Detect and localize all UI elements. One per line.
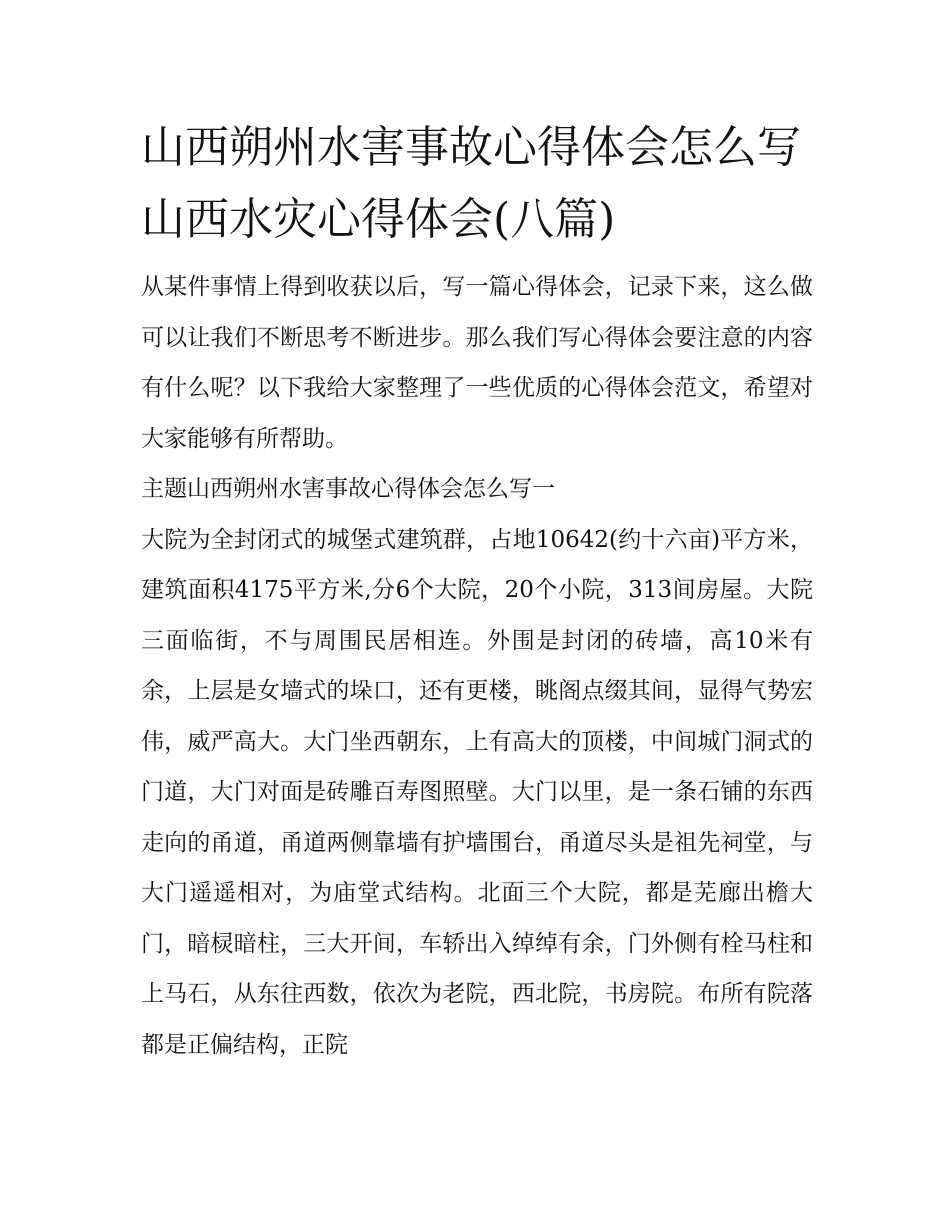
section-heading: 主题山西朔州水害事故心得体会怎么写一 bbox=[141, 476, 555, 502]
intro-paragraph: 从某件事情上得到收获以后，写一篇心得体会，记录下来，这么做可以让我们不断思考不断进步。那么我们写心得体会要注意的内容有什么呢？以下我给大家整理了一些优质的心得体会范文，希望对大家能够有所帮助。 bbox=[141, 274, 813, 452]
body-paragraph: 大院为全封闭式的城堡式建筑群，占地10642(约十六亩)平方米，建筑面积4175平方米,分6个大院，20个小院，313间房屋。大院三面临街，不与周围民居相连。外围是封闭的砖墙，高10米有余，上层是女墙式的垛口，还有更楼，眺阁点缀其间，显得气势宏伟，威严高大。大门坐西朝东，上有高大的顶楼，中间城门洞式的门道，大门对面是砖雕百寿图照壁。大门以里，是一条石铺的东西走向的甬道，甬道两侧靠墙有护墙围台，甬道尽头是祖先祠堂，与大门遥遥相对，为庙堂式结构。北面三个大院，都是芜廊出檐大门，暗棂暗柱，三大开间，车轿出入绰绰有余，门外侧有栓马柱和上马石，从东往西数，依次为老院，西北院，书房院。布所有院落都是正偏结构，正院 bbox=[141, 526, 813, 1058]
document-title: 山西朔州水害事故心得体会怎么写 山西水灾心得体会(八篇) bbox=[141, 122, 801, 245]
document-content bbox=[141, 112, 813, 1070]
